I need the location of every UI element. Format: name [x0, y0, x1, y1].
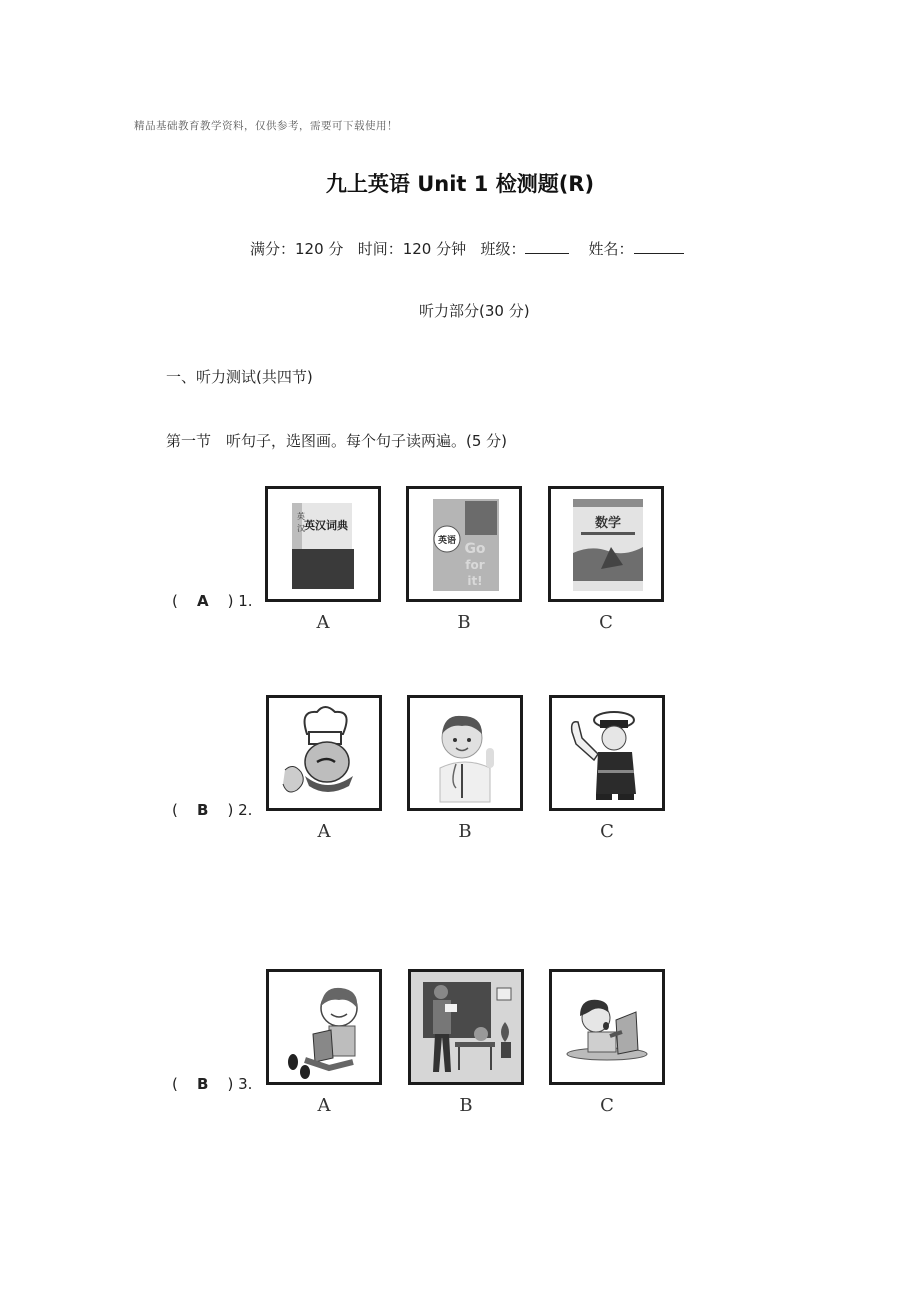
question-1-label: ( A ) 1.: [172, 592, 253, 610]
doctor-icon: [410, 698, 520, 808]
question-2-option-a-letter: A: [317, 821, 331, 842]
name-blank[interactable]: [634, 239, 684, 254]
question-3-option-c-letter: C: [600, 1095, 614, 1116]
question-2-option-c-image[interactable]: [549, 695, 665, 811]
answer-2[interactable]: B: [196, 801, 209, 819]
section-heading: 听力部分(30 分): [419, 302, 530, 320]
name-label: 姓名：: [588, 240, 634, 258]
question-3-option-c-image[interactable]: [549, 969, 665, 1085]
question-2-option-b-letter: B: [458, 821, 472, 842]
question-1-option-c-letter: C: [599, 612, 613, 633]
class-label: 班级：: [480, 240, 526, 258]
svg-text:英语: 英语: [437, 536, 457, 546]
answer-3[interactable]: B: [196, 1075, 209, 1093]
time-label: 时间：120 分钟: [357, 240, 467, 258]
question-1-option-b-image[interactable]: [406, 486, 522, 602]
question-3-option-b-letter: B: [459, 1095, 473, 1116]
boy-reading-aloud-icon: [552, 972, 662, 1082]
question-1-option-c-image[interactable]: [548, 486, 664, 602]
question-2-option-a-image[interactable]: [266, 695, 382, 811]
police-officer-icon: [552, 698, 662, 808]
svg-text:Go: Go: [464, 541, 486, 557]
math-textbook-icon: [551, 489, 661, 599]
watermark-text: 精品基础教育教学资料，仅供参考，需要可下载使用！: [134, 120, 398, 132]
svg-text:数学: 数学: [594, 516, 622, 531]
answer-1[interactable]: A: [196, 592, 209, 610]
svg-text:英汉词典: 英汉词典: [304, 519, 348, 532]
class-blank[interactable]: [525, 239, 569, 254]
teacher-reading-classroom-icon: [411, 972, 521, 1082]
question-3-label: ( B ) 3.: [172, 1075, 253, 1093]
boy-reading-book-icon: [269, 972, 379, 1082]
full-score-label: 满分：120 分: [250, 240, 344, 258]
exam-meta: [250, 238, 684, 259]
question-1-option-a-letter: A: [316, 612, 330, 633]
question-1-option-b-letter: B: [457, 612, 471, 633]
question-3-number: 3.: [238, 1075, 253, 1093]
question-3-option-a-letter: A: [317, 1095, 331, 1116]
svg-text:英: 英: [297, 512, 305, 521]
question-1-option-a-image[interactable]: [265, 486, 381, 602]
english-chinese-dictionary-icon: [268, 489, 378, 599]
question-1-number: 1.: [238, 592, 253, 610]
question-2-option-c-letter: C: [600, 821, 614, 842]
question-3-option-b-image[interactable]: [408, 969, 524, 1085]
question-2-label: ( B ) 2.: [172, 801, 253, 819]
svg-text:汉: 汉: [297, 524, 305, 533]
english-textbook-go-for-it-icon: [409, 489, 519, 599]
svg-text:for: for: [465, 558, 485, 572]
chef-icon: [269, 698, 379, 808]
page-title: 九上英语 Unit 1 检测题(R): [325, 172, 595, 196]
svg-text:it!: it!: [467, 574, 483, 588]
question-2-number: 2.: [238, 801, 253, 819]
part-heading: 一、听力测试(共四节): [166, 368, 313, 386]
question-2-option-b-image[interactable]: [407, 695, 523, 811]
question-3-option-a-image[interactable]: [266, 969, 382, 1085]
instruction-text: 第一节 听句子，选图画。每个句子读两遍。(5 分): [166, 432, 508, 450]
